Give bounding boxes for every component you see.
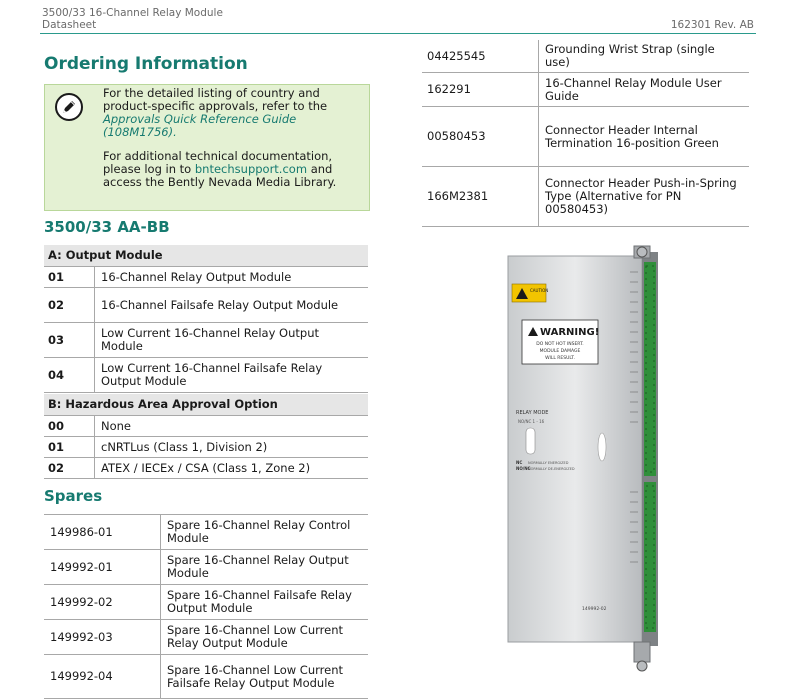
option-description: Low Current 16-Channel Relay Output Module [95,323,369,358]
part-description: Grounding Wrist Strap (single use) [539,40,750,73]
table-row [44,358,368,393]
part-description: Spare 16-Channel Low Current Failsafe Relay Output Module [161,655,369,699]
warning-label [522,320,599,364]
option-a-title: A: Output Module [44,245,368,267]
note-paragraph-documentation [103,150,363,189]
part-description: Spare 16-Channel Relay Output Module [161,550,369,585]
option-code: 01 [44,267,95,288]
approvals-note [44,84,370,211]
part-number: 162291 [422,73,539,107]
terminal-block-lower [644,482,656,632]
table-row [422,107,749,167]
warning-line-3: WILL RESULT. [545,356,575,361]
warning-title: WARNING! [540,327,600,338]
part-description: 16-Channel Relay Module User Guide [539,73,750,107]
table-row [44,416,368,437]
module-part-label: 149992-02 [582,607,607,612]
table-row [44,620,368,655]
spares-heading: Spares [44,487,103,505]
spares-table [44,514,368,699]
option-b-title: B: Hazardous Area Approval Option [44,394,368,416]
approvals-guide-link[interactable]: Approvals Quick Reference Guide (108M1756). [103,112,297,139]
option-description: 16-Channel Relay Output Module [95,267,369,288]
option-code: 02 [44,458,95,479]
option-description: cNRTLus (Class 1, Division 2) [95,437,369,458]
table-row [422,73,749,107]
document-number: 162301 Rev. AB [670,19,754,31]
part-number: 149992-02 [44,585,161,620]
bottom-latch [634,642,650,662]
option-code: 01 [44,437,95,458]
part-number: 166M2381 [422,167,539,227]
part-description: Spare 16-Channel Relay Control Module [161,515,369,550]
document-title: 3500/33 16-Channel Relay Module [42,7,223,19]
part-description: Connector Header Internal Termination 16-position Green [539,107,750,167]
warning-line-1: DO NOT HOT INSERT. [536,342,584,347]
indicator-window [598,433,606,461]
caution-label [512,284,548,302]
part-number: 04425545 [422,40,539,73]
part-number: 149992-01 [44,550,161,585]
note-paragraph-approvals [103,87,363,139]
no-text: NORMALLY DE-ENERGIZED [528,467,575,471]
table-row [44,437,368,458]
document-type: Datasheet [42,19,97,31]
option-code: 02 [44,288,95,323]
caution-text: CAUTION [530,288,549,293]
top-screw-icon [637,247,647,257]
bntechsupport-link[interactable]: bntechsupport.com [194,162,308,176]
table-row [44,550,368,585]
nc-label: NC [516,460,523,465]
part-description: Connector Header Push-in-Spring Type (Alternative for PN 00580453) [539,167,750,227]
table-row [44,515,368,550]
part-number: 00580453 [422,107,539,167]
option-code: 04 [44,358,95,393]
table-row [422,167,749,227]
nc-text: NORMALLY ENERGIZED [528,461,569,465]
warning-line-2: MODULE DAMAGE [539,349,581,354]
note-approvals-text: For the detailed listing of country and product-specific approvals, refer to the [103,86,328,113]
option-description: Low Current 16-Channel Failsafe Relay Output Module [95,358,369,393]
option-table-a [44,245,368,393]
part-number: 149992-04 [44,655,161,699]
model-number-heading: 3500/33 AA-BB [44,218,170,236]
option-description: 16-Channel Failsafe Relay Output Module [95,288,369,323]
option-description: None [95,416,369,437]
pencil-icon [55,93,83,121]
table-row [44,585,368,620]
bottom-screw-icon [637,661,647,671]
terminal-block-upper [644,262,656,476]
no-label: NO/NC [516,466,531,471]
part-number: 149986-01 [44,515,161,550]
relay-mode-label: RELAY MODE [516,410,549,416]
note-text [103,87,363,200]
table-row [422,40,749,73]
accessories-table [422,40,749,227]
document-header [42,7,223,31]
table-row [44,323,368,358]
note-documentation-tail: and access the Bently Nevada Media Library. [103,162,337,189]
note-documentation-text: For additional technical documentation, please log in to [103,149,333,176]
part-number: 149992-03 [44,620,161,655]
option-table-b [44,394,368,479]
option-code: 03 [44,323,95,358]
option-description: ATEX / IECEx / CSA (Class 1, Zone 2) [95,458,369,479]
table-row [44,267,368,288]
table-row [44,458,368,479]
relay-module-photo [506,242,666,690]
table-row [44,288,368,323]
relay-mode-range: NO/NC 1 - 16 [518,419,545,424]
table-row [44,655,368,699]
header-divider [40,33,756,34]
part-description: Spare 16-Channel Low Current Relay Output Module [161,620,369,655]
part-description: Spare 16-Channel Failsafe Relay Output Module [161,585,369,620]
relay-mode-switch[interactable] [526,428,535,454]
option-code: 00 [44,416,95,437]
ordering-heading: Ordering Information [44,54,248,74]
